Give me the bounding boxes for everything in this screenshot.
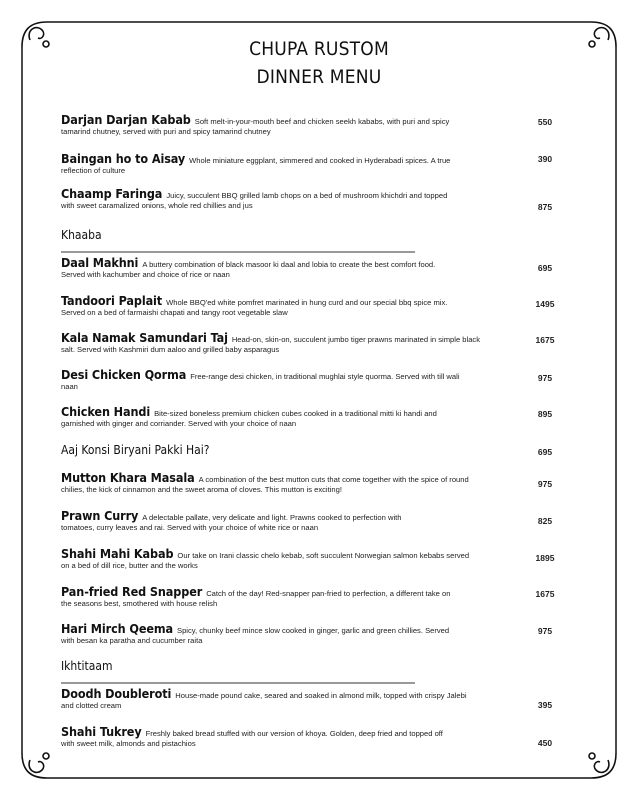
corner-ornament-icon: [589, 753, 616, 778]
menu-item: [61, 152, 501, 175]
item-description-cont: salt. Served with Kashmiri dum aaloo and grilled baby asparagus: [61, 345, 280, 354]
menu-item: [61, 509, 501, 532]
item-description-cont: the seasons best, smothered with house relish: [61, 599, 218, 608]
item-price: 975: [537, 626, 553, 636]
item-price: 1675: [535, 589, 555, 599]
item-price: 395: [537, 700, 553, 710]
item-name: Shahi Mahi Kabab: [61, 546, 174, 561]
item-description-cont: with sweet milk, almonds and pistachios: [61, 739, 196, 748]
item-description-cont: with sweet caramalized onions, whole red chillies and jus: [61, 201, 253, 210]
item-description-cont: garnished with ginger and corriander. Served with your choice of naan: [61, 419, 297, 428]
menu-item: [61, 585, 501, 608]
item-name: Daal Makhni: [61, 255, 139, 270]
item-description-cont: tamarind chutney, served with puri and spicy tamarind chutney: [61, 127, 271, 136]
item-description-cont: Served with kachumber and choice of rice or naan: [61, 270, 230, 279]
item-price: 1495: [535, 299, 555, 309]
section-divider: [61, 682, 415, 684]
menu-item: [61, 622, 501, 645]
item-description: Spicy, chunky beef mince slow cooked in ginger, garlic and green chillies. Served: [177, 626, 450, 635]
item-description: A delectable pallate, very delicate and light. Prawns cooked to perfection with: [142, 513, 402, 522]
item-description: Head-on, skin-on, succulent jumbo tiger prawns marinated in simple black: [231, 335, 481, 344]
item-price: 975: [537, 479, 553, 489]
item-name: Mutton Khara Masala: [61, 470, 195, 485]
item-name: Baingan ho to Aisay: [61, 151, 186, 166]
menu-item: [61, 547, 501, 570]
item-description-cont: tomatoes, curry leaves and rai. Served with your choice of white rice or naan: [61, 523, 319, 532]
item-price: 975: [537, 373, 553, 383]
section-title-biryani: Aaj Konsi Biryani Pakki Hai?: [61, 443, 210, 457]
item-name: Chicken Handi: [61, 404, 151, 419]
item-name: Chaamp Faringa: [61, 186, 163, 201]
item-description-cont: with besan ka paratha and cucumber raita: [61, 636, 203, 645]
item-price: 695: [537, 263, 553, 273]
item-description: A buttery combination of black masoor ki daal and lobia to create the best comfort food.: [142, 260, 436, 269]
section-title-khaaba: Khaaba: [61, 228, 102, 242]
item-price: 450: [537, 738, 553, 748]
item-price: 1675: [535, 335, 555, 345]
item-price: 550: [537, 117, 553, 127]
menu-item: [61, 471, 501, 494]
item-description: Whole miniature eggplant, simmered and cooked in Hyderabadi spices. A true: [189, 156, 451, 165]
menu-title: DINNER MENU: [256, 66, 382, 88]
menu-item: [61, 725, 501, 748]
section-title-ikhtitaam: Ikhtitaam: [61, 659, 113, 673]
menu-item: [61, 687, 501, 710]
item-name: Desi Chicken Qorma: [61, 367, 187, 382]
item-description: Our take on Irani classic chelo kebab, soft succulent Norwegian salmon kebabs served: [177, 551, 470, 560]
menu-item: [61, 294, 501, 317]
menu-item: [61, 405, 501, 428]
menu-item: [61, 187, 501, 210]
item-description: Whole BBQ'ed white pomfret marinated in hung curd and our special bbq spice mix.: [166, 298, 448, 307]
item-description: Catch of the day! Red-snapper pan-fried to perfection, a different take on: [206, 589, 451, 598]
item-price: 1895: [535, 553, 555, 563]
item-description-cont: Served on a bed of farmaishi chapati and tangy root vegetable slaw: [61, 308, 288, 317]
item-price: 875: [537, 202, 553, 212]
item-description: Soft melt-in-your-mouth beef and chicken seekh kababs, with puri and spicy: [194, 117, 450, 126]
item-name: Darjan Darjan Kabab: [61, 112, 191, 127]
item-name: Shahi Tukrey: [61, 724, 142, 739]
item-description-cont: naan: [61, 382, 78, 391]
menu-item: [61, 368, 501, 391]
item-name: Doodh Doubleroti: [61, 686, 172, 701]
menu-item: [61, 331, 501, 354]
item-description-cont: and clotted cream: [61, 701, 122, 710]
item-name: Pan-fried Red Snapper: [61, 584, 203, 599]
item-description-cont: on a bed of dill rice, butter and the works: [61, 561, 198, 570]
item-description-cont: reflection of culture: [61, 166, 126, 175]
item-description: A combination of the best mutton cuts that come together with the spice of round: [198, 475, 469, 484]
item-name: Tandoori Paplait: [61, 293, 163, 308]
menu-item: [61, 113, 501, 136]
item-description: Juicy, succulent BBQ grilled lamb chops on a bed of mushroom khichdri and topped: [166, 191, 448, 200]
corner-ornament-icon: [22, 753, 49, 778]
item-price: 390: [537, 154, 553, 164]
item-description: Bite-sized boneless premium chicken cubes cooked in a traditional mitti ki handi and: [154, 409, 437, 418]
item-description: Free-range desi chicken, in traditional mughlai style quorma. Served with till wali: [190, 372, 460, 381]
item-name: Prawn Curry: [61, 508, 139, 523]
item-price: 825: [537, 516, 553, 526]
item-price: 895: [537, 409, 553, 419]
section-divider: [61, 251, 415, 253]
item-description: House-made pound cake, seared and soaked in almond milk, topped with crispy Jalebi: [175, 691, 467, 700]
biryani-price: 695: [537, 447, 553, 457]
item-name: Kala Namak Samundari Taj: [61, 330, 228, 345]
item-description-cont: chilies, the kick of cinnamon and the sweet aroma of cloves. This mutton is exciting!: [61, 485, 342, 494]
item-name: Hari Mirch Qeema: [61, 621, 174, 636]
item-description: Freshly baked bread stuffed with our version of khoya. Golden, deep fried and topped off: [145, 729, 443, 738]
restaurant-name: CHUPA RUSTOM: [249, 38, 389, 60]
menu-item: [61, 256, 501, 279]
